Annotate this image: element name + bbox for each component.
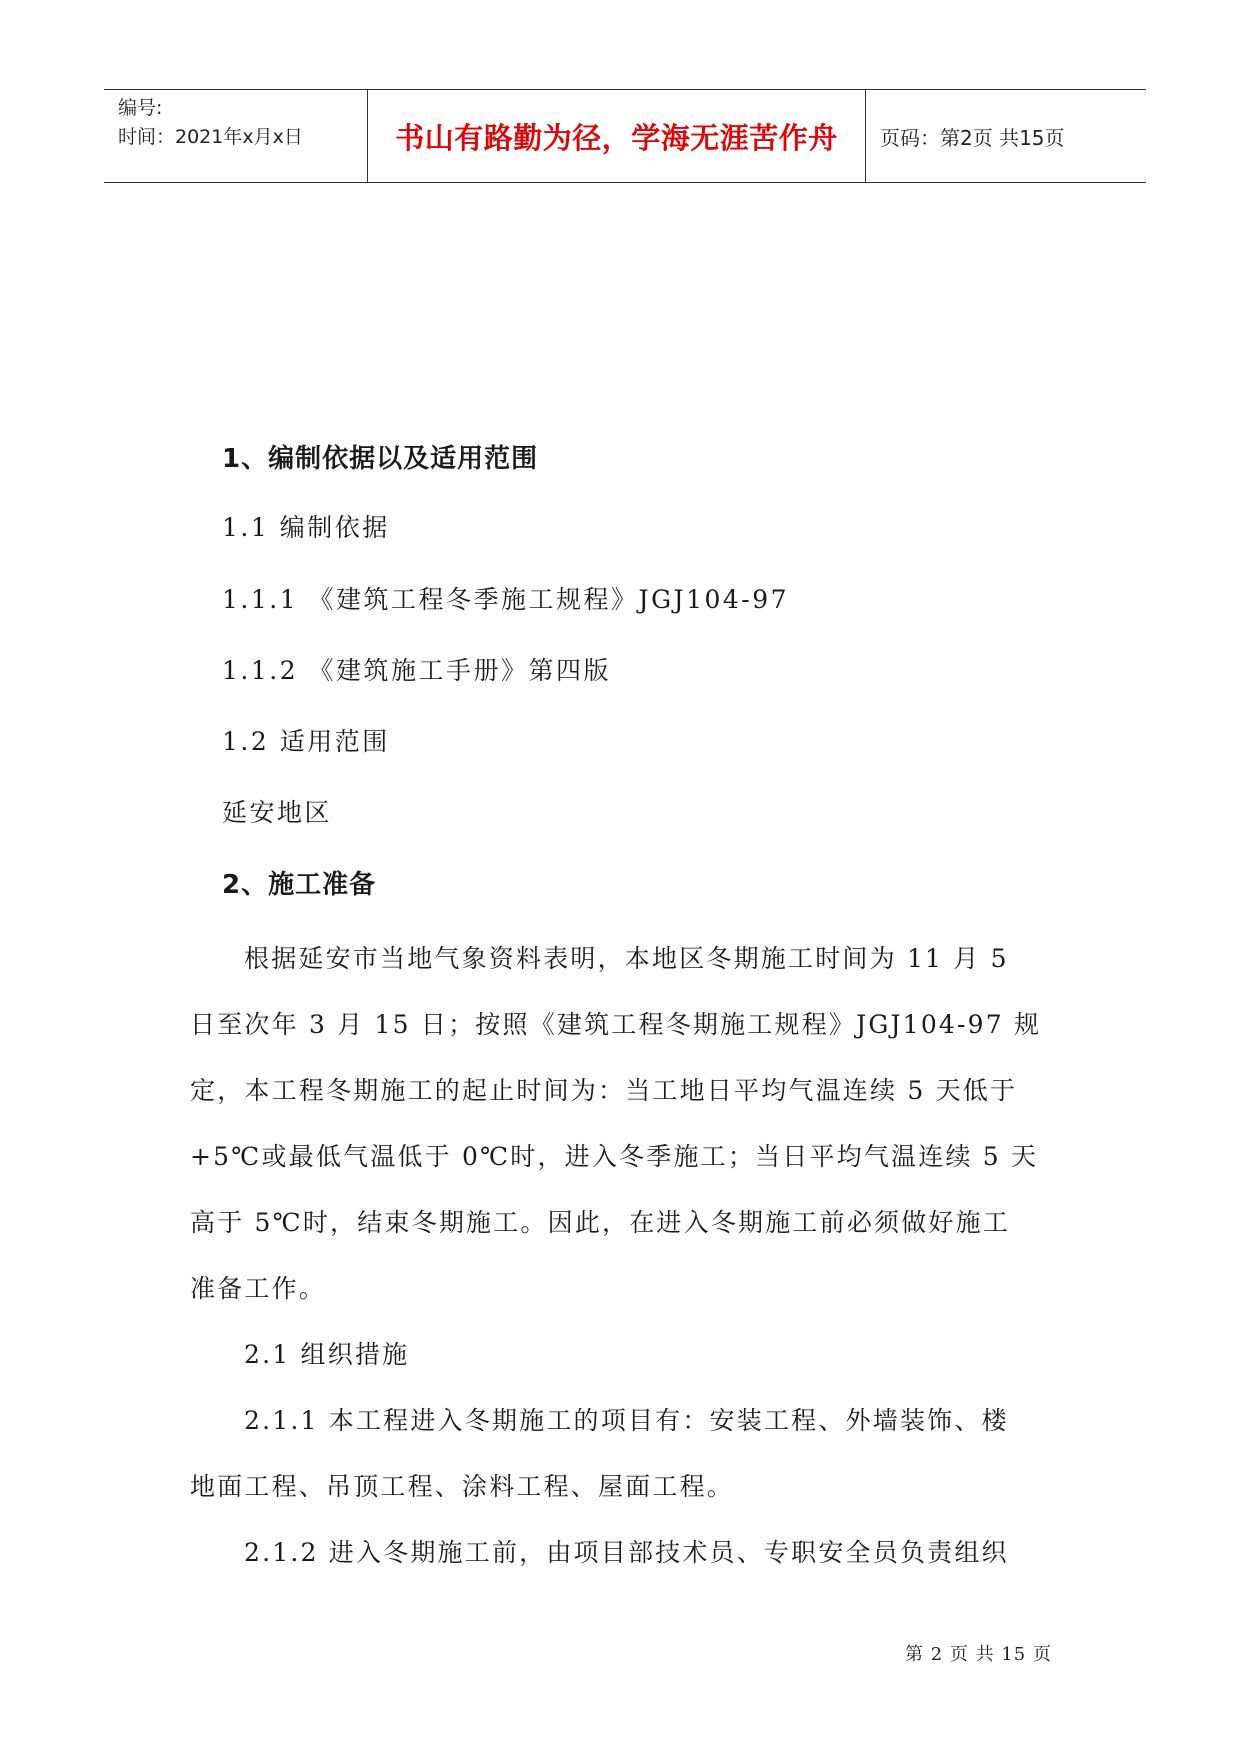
subsection-2-1: 2.1 组织措施 [244, 1340, 410, 1369]
paragraph-1-line-2: 日至次年 3 月 15 日；按照《建筑工程冬期施工规程》JGJ104-97 规 [190, 1010, 1042, 1039]
paragraph-2-line-1: 2.1.1 本工程进入冬期施工的项目有：安装工程、外墙装饰、楼 [244, 1406, 1009, 1435]
subsection-1-1: 1.1 编制依据 [222, 513, 390, 542]
section-2-heading: 2、施工准备 [222, 870, 377, 900]
paragraph-1-line-1: 根据延安市当地气象资料表明，本地区冬期施工时间为 11 月 5 [244, 944, 1009, 973]
subsection-1-2: 1.2 适用范围 [222, 727, 390, 756]
paragraph-1-line-5: 高于 5℃时，结束冬期施工。因此，在进入冬期施工前必须做好施工 [190, 1208, 1011, 1237]
page-header-table [104, 89, 1146, 183]
motto-text: 书山有路勤为径，学海无涯苦作舟 [395, 120, 838, 155]
paragraph-3-line-1: 2.1.2 进入冬期施工前，由项目部技术员、专职安全员负责组织 [244, 1538, 1009, 1567]
page-footer: 第 2 页 共 15 页 [905, 1644, 1052, 1665]
time-label: 时间：2021年x月x日 [118, 126, 303, 148]
item-1-1-2: 1.1.2 《建筑施工手册》第四版 [222, 656, 612, 685]
section-1-heading: 1、编制依据以及适用范围 [222, 444, 539, 474]
header-meta-cell [104, 90, 368, 182]
serial-number-label: 编号: [118, 97, 163, 119]
header-page-label: 页码：第2页 共15页 [880, 125, 1065, 150]
page-number-cell [866, 90, 1146, 182]
paragraph-2-line-2: 地面工程、吊顶工程、涂料工程、屋面工程。 [190, 1472, 735, 1501]
paragraph-1-line-4: +5℃或最低气温低于 0℃时，进入冬季施工；当日平均气温连续 5 天 [190, 1142, 1039, 1171]
item-1-1-1: 1.1.1 《建筑工程冬季施工规程》JGJ104-97 [222, 585, 790, 614]
motto-cell [368, 90, 866, 182]
paragraph-1-line-3: 定，本工程冬期施工的起止时间为：当工地日平均气温连续 5 天低于 [190, 1076, 1018, 1105]
scope-text: 延安地区 [222, 798, 333, 827]
paragraph-1-line-6: 准备工作。 [190, 1274, 327, 1303]
